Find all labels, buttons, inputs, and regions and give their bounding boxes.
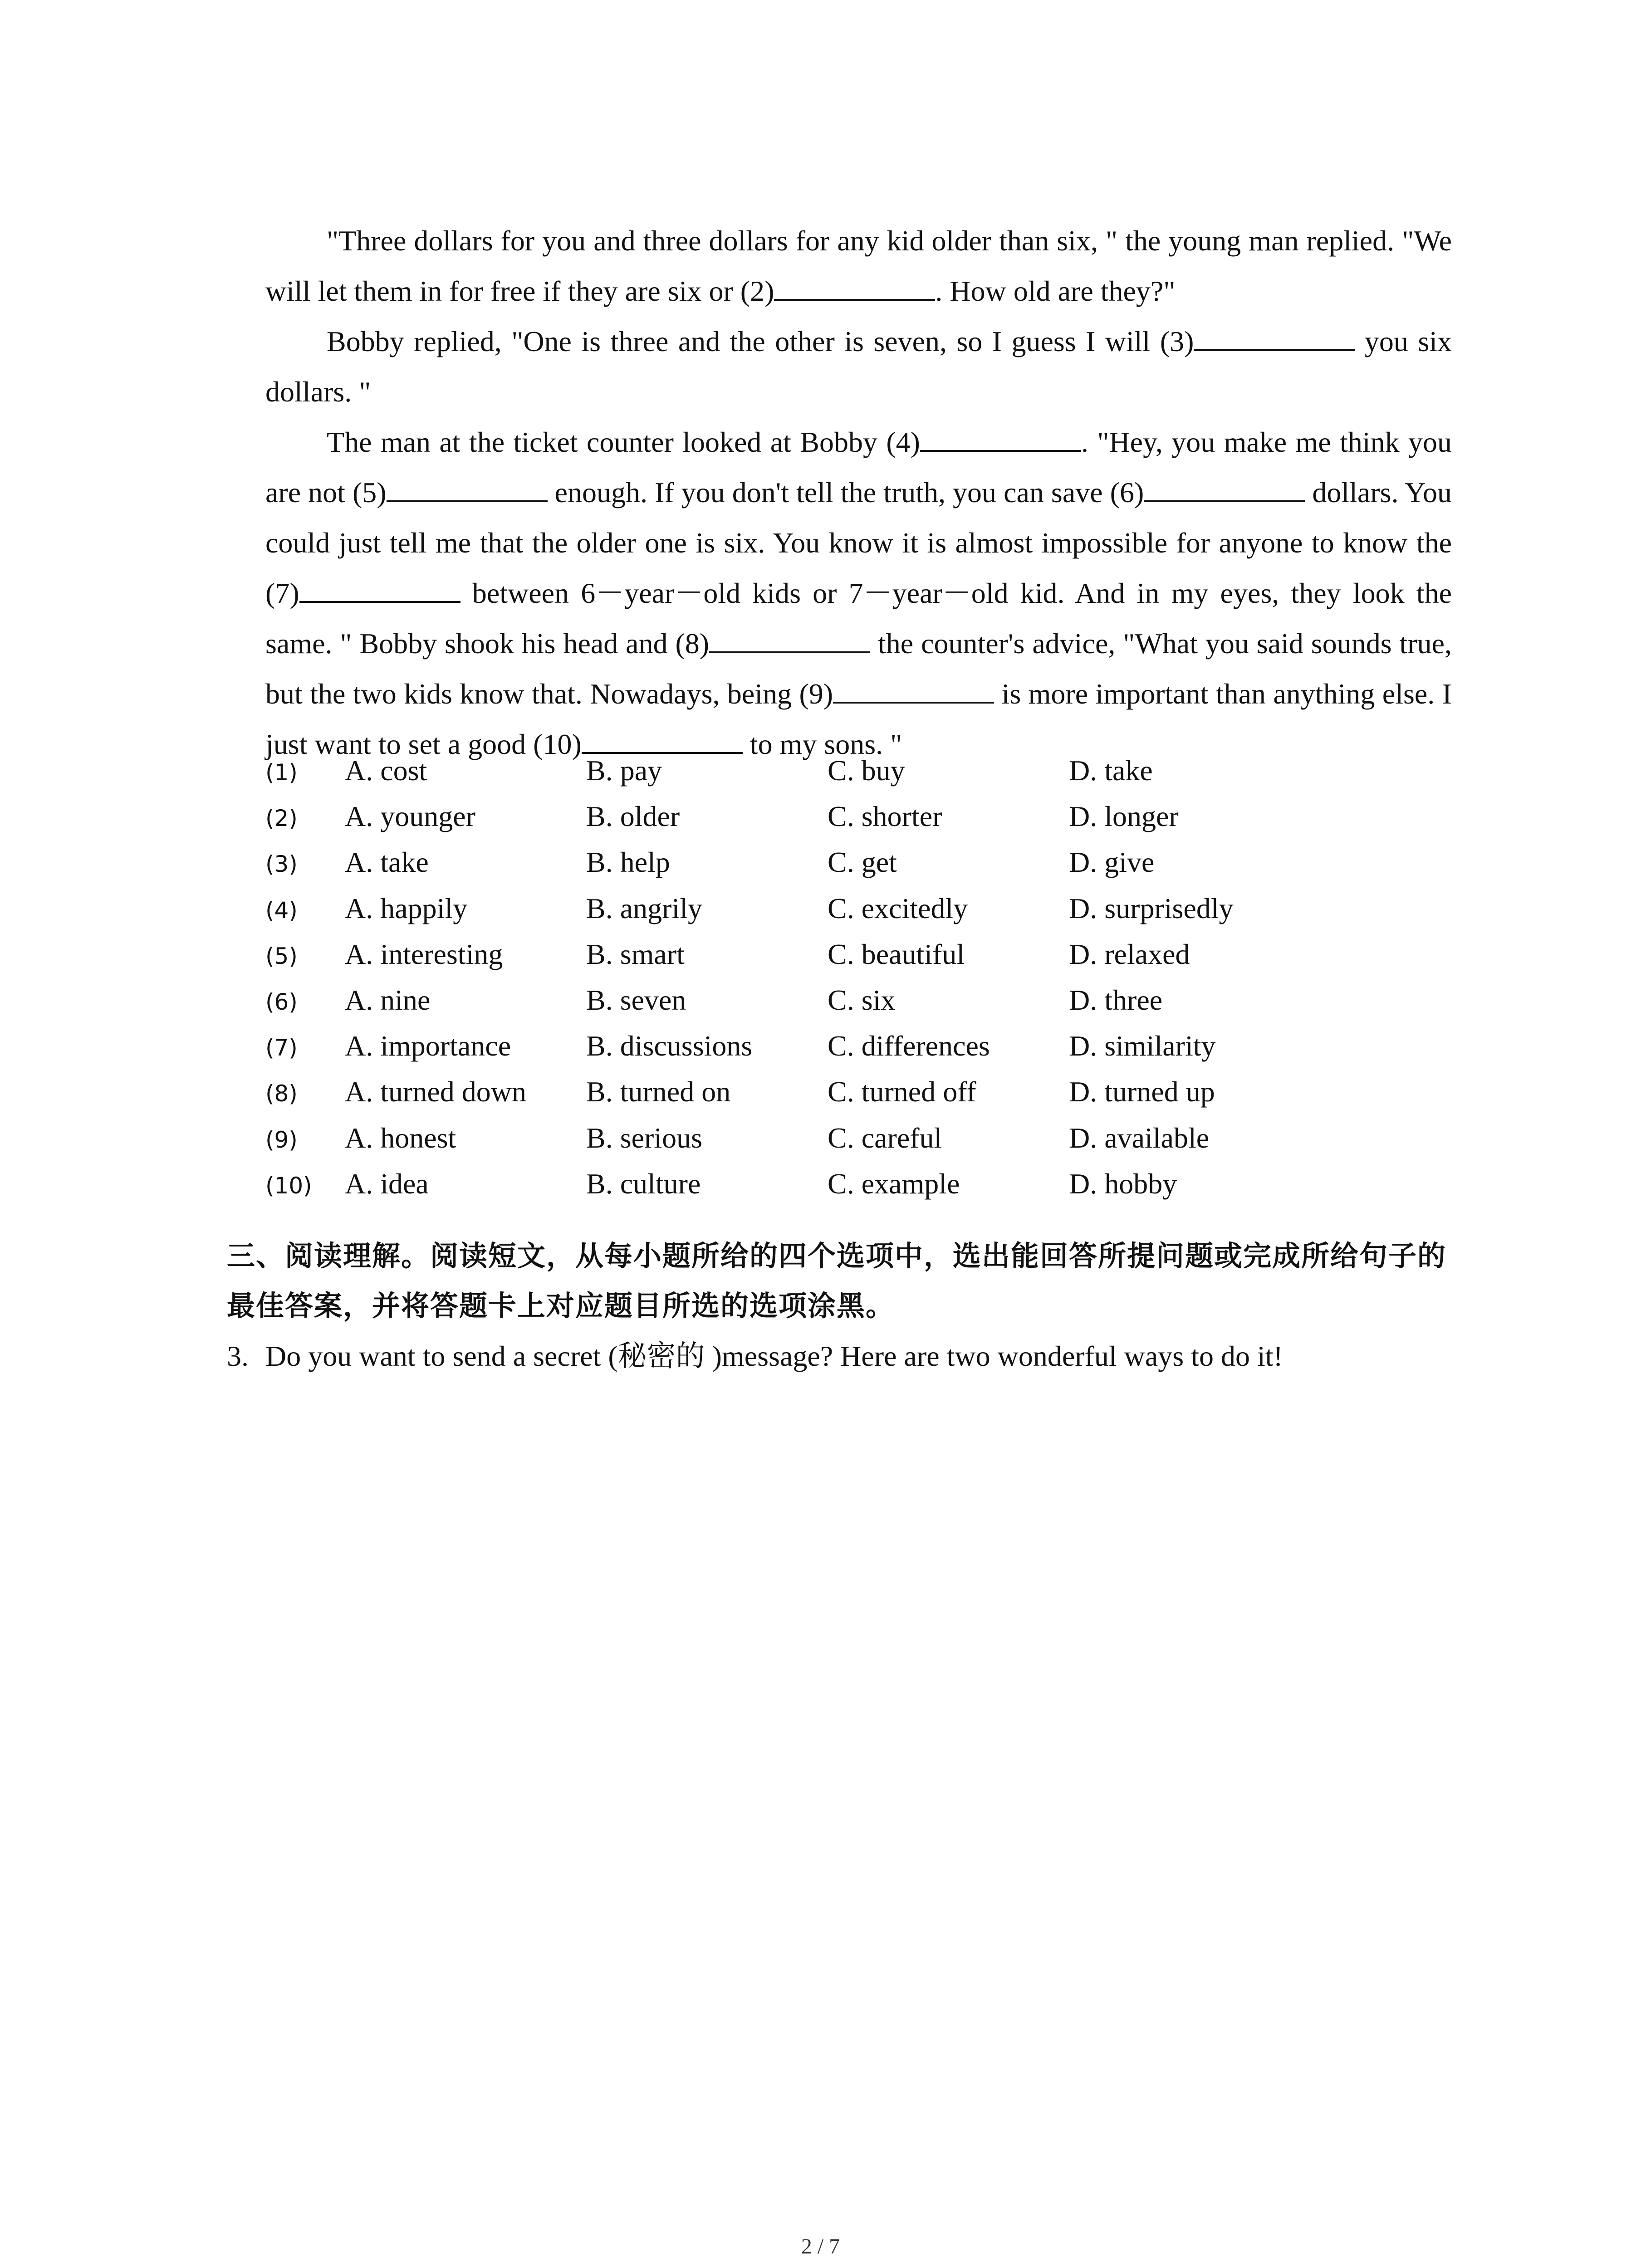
cloze-passage <box>265 215 1452 769</box>
passage-text: between 6－year－old kids or 7－year－old kid. And in my eyes, they look the same. " Bobby shook his head and (8) <box>265 577 1452 660</box>
option-a[interactable]: A. cost <box>345 754 427 787</box>
option-a[interactable]: A. nine <box>345 983 431 1016</box>
answer-blank-3[interactable] <box>1194 323 1355 351</box>
answer-blank-2[interactable] <box>774 273 935 301</box>
answer-blank-8[interactable] <box>709 625 870 653</box>
options-row-8 <box>265 1075 1459 1121</box>
question-number: (3) <box>265 851 298 878</box>
option-b[interactable]: B. older <box>586 800 680 833</box>
passage-text: you six dollars. " <box>265 325 1452 408</box>
option-b[interactable]: B. seven <box>586 983 686 1016</box>
option-c[interactable]: C. turned off <box>828 1075 976 1108</box>
question-number: (9) <box>265 1126 298 1153</box>
option-c[interactable]: C. shorter <box>828 800 942 833</box>
question-number: (8) <box>265 1080 298 1107</box>
options-row-4 <box>265 892 1459 938</box>
option-c[interactable]: C. differences <box>828 1030 990 1062</box>
option-b[interactable]: B. discussions <box>586 1030 753 1062</box>
passage-text: enough. If you don't tell the truth, you can save (6) <box>547 476 1144 508</box>
option-c[interactable]: C. six <box>828 983 896 1016</box>
option-a[interactable]: A. honest <box>345 1121 456 1154</box>
options-row-6 <box>265 983 1459 1029</box>
question-number: (2) <box>265 805 298 832</box>
option-d[interactable]: D. turned up <box>1069 1075 1215 1108</box>
option-d[interactable]: D. relaxed <box>1069 938 1190 970</box>
passage-text: . How old are they?" <box>935 275 1176 307</box>
option-d[interactable]: D. take <box>1069 754 1153 787</box>
passage-text: Bobby replied, "One is three and the other is seven, so I guess I will (3) <box>327 325 1194 357</box>
option-a[interactable]: A. interesting <box>345 938 503 970</box>
option-a[interactable]: A. turned down <box>345 1075 526 1108</box>
answer-blank-5[interactable] <box>387 474 548 502</box>
passage-text: dollars. You could just tell me that the older one is six. You know it is almost impossible for anyone to know the (7) <box>265 476 1452 609</box>
answer-options-list <box>265 754 1459 1213</box>
question-number: (1) <box>265 759 298 786</box>
options-row-1 <box>265 754 1459 800</box>
option-b[interactable]: B. help <box>586 846 670 879</box>
option-c[interactable]: C. buy <box>828 754 905 787</box>
question-number: (6) <box>265 988 298 1015</box>
page-number: 2 / 7 <box>801 2234 840 2258</box>
passage-text: . "Hey, you make me think you are not (5) <box>265 426 1452 508</box>
question-number: (5) <box>265 943 298 969</box>
options-row-5 <box>265 938 1459 983</box>
answer-blank-6[interactable] <box>1144 474 1305 502</box>
option-b[interactable]: B. culture <box>586 1167 701 1200</box>
passage-paragraph-3 <box>265 417 1452 769</box>
option-a[interactable]: A. take <box>345 846 429 879</box>
option-d[interactable]: D. three <box>1069 983 1163 1016</box>
passage-paragraph-1 <box>265 215 1452 316</box>
options-row-2 <box>265 800 1459 846</box>
option-d[interactable]: D. longer <box>1069 800 1179 833</box>
option-a[interactable]: A. importance <box>345 1030 511 1062</box>
question-number: (10) <box>265 1172 312 1199</box>
option-c[interactable]: C. beautiful <box>828 938 965 970</box>
question-number: (7) <box>265 1035 298 1061</box>
option-d[interactable]: D. similarity <box>1069 1030 1216 1062</box>
options-row-9 <box>265 1121 1459 1167</box>
option-d[interactable]: D. hobby <box>1069 1167 1177 1200</box>
question-text: Do you want to send a secret (秘密的 )message? Here are two wonderful ways to do it! <box>265 1340 1283 1372</box>
options-row-7 <box>265 1029 1459 1075</box>
passage-text: "Three dollars for you and three dollars for any kid older than six, " the young man replied. "We will let them in for free if they are six or (2) <box>265 225 1452 307</box>
passage-paragraph-2 <box>265 316 1452 417</box>
option-a[interactable]: A. idea <box>345 1167 429 1200</box>
option-c[interactable]: C. get <box>828 846 897 879</box>
option-d[interactable]: D. give <box>1069 846 1155 879</box>
question-3 <box>227 1334 1452 1379</box>
option-a[interactable]: A. younger <box>345 800 475 833</box>
option-b[interactable]: B. serious <box>586 1121 702 1154</box>
option-a[interactable]: A. happily <box>345 892 468 924</box>
passage-text: the counter's advice, "What you said sounds true, but the two kids know that. Nowadays, being (9) <box>265 627 1452 710</box>
answer-blank-7[interactable] <box>299 575 460 603</box>
option-d[interactable]: D. surprisedly <box>1069 892 1234 924</box>
passage-text: The man at the ticket counter looked at Bobby (4) <box>327 426 920 458</box>
reading-comprehension-heading: 三、阅读理解。阅读短文，从每小题所给的四个选项中，选出能回答所提问题或完成所给句子的最佳答案，并将答题卡上对应题目所选的选项涂黑。 <box>227 1239 1447 1322</box>
answer-blank-4[interactable] <box>920 424 1081 452</box>
option-d[interactable]: D. available <box>1069 1121 1210 1154</box>
option-c[interactable]: C. example <box>828 1167 960 1200</box>
option-b[interactable]: B. pay <box>586 754 662 787</box>
option-b[interactable]: B. turned on <box>586 1075 731 1108</box>
question-number: 3. <box>227 1340 249 1372</box>
answer-blank-10[interactable] <box>582 726 743 754</box>
options-row-10 <box>265 1167 1459 1213</box>
option-b[interactable]: B. angrily <box>586 892 702 924</box>
options-row-3 <box>265 846 1459 891</box>
question-number: (4) <box>265 897 298 924</box>
option-c[interactable]: C. careful <box>828 1121 942 1154</box>
passage-text: is more important than anything else. I just want to set a good (10) <box>265 678 1452 760</box>
passage-text: to my sons. " <box>742 728 902 760</box>
answer-blank-9[interactable] <box>833 675 994 704</box>
option-c[interactable]: C. excitedly <box>828 892 968 924</box>
option-b[interactable]: B. smart <box>586 938 685 970</box>
